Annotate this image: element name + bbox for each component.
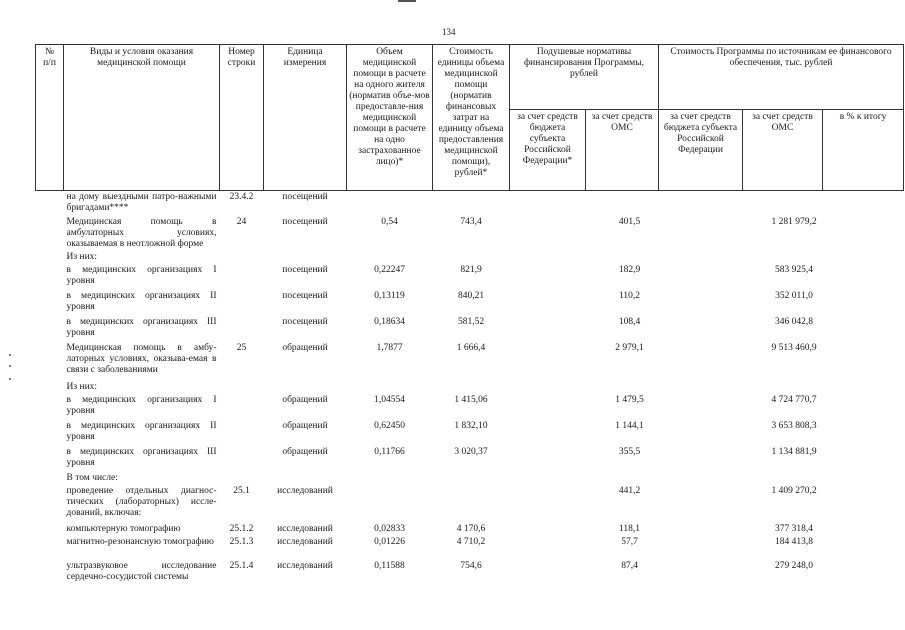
row-total-pct-cell xyxy=(823,381,904,394)
row-total-oms-cell: 1 409 270,2 xyxy=(771,485,817,496)
row-percapita-budget-cell xyxy=(510,191,586,216)
row-total-pct-cell xyxy=(823,446,904,472)
row-unit-cell: обращений xyxy=(282,394,328,405)
row-volume-cell xyxy=(347,472,433,485)
row-total-oms-cell: 346 042,8 xyxy=(775,316,813,327)
row-name-cell: Из них: xyxy=(66,381,98,392)
row-percapita-oms-cell xyxy=(586,251,659,264)
row-unit-cell: обращений xyxy=(282,342,328,353)
row-num-cell xyxy=(36,536,64,560)
row-code-cell: 25.1 xyxy=(233,485,250,496)
row-percapita-oms-cell: 182,9 xyxy=(618,264,641,275)
row-total-budget-cell xyxy=(659,290,743,316)
header-code: Номер строки xyxy=(220,45,264,191)
row-num-cell xyxy=(36,381,64,394)
row-name-cell: проведение отдельных диагнос-тических (лабораторных) иссле-дований, включая: xyxy=(66,485,217,518)
margin-mark xyxy=(9,365,11,367)
row-percapita-oms-cell xyxy=(586,191,659,216)
row-total-oms-cell xyxy=(743,191,823,216)
row-total-budget-cell xyxy=(659,316,743,342)
row-volume-cell: 0,02833 xyxy=(374,523,405,534)
row-cost-cell: 821,9 xyxy=(460,264,482,275)
table-row xyxy=(36,290,904,316)
row-percapita-budget-cell xyxy=(510,342,586,381)
row-percapita-oms-cell: 1 144,1 xyxy=(615,420,644,431)
row-total-budget-cell xyxy=(659,216,743,251)
row-unit-cell: посещений xyxy=(282,192,328,202)
row-total-pct-cell xyxy=(823,264,904,290)
row-code-cell xyxy=(220,264,264,290)
row-cost-cell: 754,6 xyxy=(460,560,482,571)
row-cost-cell xyxy=(433,251,510,264)
row-unit-cell: обращений xyxy=(282,420,328,431)
row-total-pct-cell xyxy=(823,316,904,342)
row-name-cell: компьютерную томографию xyxy=(66,523,181,534)
row-total-budget-cell xyxy=(659,381,743,394)
row-num-cell xyxy=(36,420,64,446)
row-total-budget-cell xyxy=(659,446,743,472)
row-total-budget-cell xyxy=(659,191,743,216)
row-volume-cell xyxy=(347,191,433,216)
row-volume-cell: 0,18634 xyxy=(374,316,405,327)
row-num-cell xyxy=(36,560,64,584)
row-num-cell xyxy=(36,251,64,264)
row-percapita-budget-cell xyxy=(510,560,586,584)
table-row xyxy=(36,420,904,446)
row-unit-cell: исследований xyxy=(277,536,333,547)
table-row xyxy=(36,381,904,394)
page-number: 134 xyxy=(442,27,456,37)
row-total-budget-cell xyxy=(659,342,743,381)
row-code-cell: 25.1.3 xyxy=(229,536,254,547)
row-total-budget-cell xyxy=(659,264,743,290)
row-percapita-budget-cell xyxy=(510,394,586,420)
row-total-pct-cell xyxy=(823,251,904,264)
table-row xyxy=(36,316,904,342)
row-total-pct-cell xyxy=(823,536,904,560)
row-percapita-oms-cell: 441,2 xyxy=(618,485,641,496)
row-num-cell xyxy=(36,191,64,216)
row-code-cell: 24 xyxy=(236,216,247,227)
row-unit-cell: обращений xyxy=(282,446,328,457)
header-total-oms: за счет средств ОМС xyxy=(743,110,823,191)
row-percapita-oms-cell: 108,4 xyxy=(618,316,641,327)
row-name-cell: в медицинских организациях II уровня xyxy=(66,420,217,442)
margin-mark xyxy=(9,378,11,380)
row-unit-cell: посещений xyxy=(282,216,328,227)
row-total-budget-cell xyxy=(659,394,743,420)
row-volume-cell xyxy=(347,485,433,523)
table-row xyxy=(36,536,904,560)
row-cost-cell: 1 666,4 xyxy=(456,342,486,353)
row-volume-cell: 0,01226 xyxy=(374,536,405,547)
row-total-budget-cell xyxy=(659,251,743,264)
row-num-cell xyxy=(36,290,64,316)
row-total-oms-cell: 1 281 979,2 xyxy=(771,216,817,227)
row-cost-cell: 743,4 xyxy=(460,216,482,227)
row-volume-cell xyxy=(347,381,433,394)
table-row xyxy=(36,191,904,216)
row-total-oms-cell: 279 248,0 xyxy=(775,560,813,571)
row-percapita-budget-cell xyxy=(510,216,586,251)
row-code-cell xyxy=(220,251,264,264)
top-mark xyxy=(398,0,416,2)
row-unit-cell xyxy=(264,472,347,485)
margin-mark xyxy=(9,354,11,356)
row-volume-cell: 0,11588 xyxy=(374,560,405,571)
row-unit-cell: исследований xyxy=(277,523,333,534)
row-cost-cell xyxy=(433,191,510,216)
row-volume-cell: 1,7877 xyxy=(376,342,403,353)
row-num-cell xyxy=(36,316,64,342)
row-total-oms-cell: 1 134 881,9 xyxy=(771,446,817,457)
row-percapita-budget-cell xyxy=(510,485,586,523)
table-row xyxy=(36,394,904,420)
row-code-cell xyxy=(220,446,264,472)
row-cost-cell: 1 832,10 xyxy=(454,420,488,431)
row-volume-cell: 1,04554 xyxy=(374,394,405,405)
row-num-cell xyxy=(36,446,64,472)
row-code-cell: 23.4.2 xyxy=(229,192,254,202)
row-name-cell: Медицинская помощь в амбулаторных условиях, оказываемая в неотложной форме xyxy=(66,216,217,249)
row-unit-cell: исследований xyxy=(277,485,333,496)
row-total-oms-cell: 377 318,4 xyxy=(775,523,813,534)
row-percapita-oms-cell: 57,7 xyxy=(621,536,638,547)
row-name-cell: Медицинская помощь в амбу-латорных условиях, оказыва-емая в связи с заболеваниями xyxy=(66,342,217,375)
row-cost-cell xyxy=(433,472,510,485)
row-volume-cell: 0,54 xyxy=(381,216,398,227)
row-unit-cell: посещений xyxy=(282,264,328,275)
row-volume-cell: 0,11766 xyxy=(374,446,405,457)
row-total-pct-cell xyxy=(823,342,904,381)
header-total: Стоимость Программы по источникам ее финансового обеспечения, тыс. рублей xyxy=(659,45,904,110)
header-unit: Единица измерения xyxy=(264,45,347,191)
row-name-cell: в медицинских организациях I уровня xyxy=(66,264,217,286)
row-volume-cell: 0,22247 xyxy=(374,264,405,275)
row-unit-cell: посещений xyxy=(282,290,328,301)
row-name-cell: В том числе: xyxy=(66,472,118,483)
row-name-cell: в медицинских организациях II уровня xyxy=(66,290,217,312)
row-name-cell: ультразвуковое исследование сердечно-сосудистой системы xyxy=(66,560,217,582)
row-percapita-budget-cell xyxy=(510,472,586,485)
row-code-cell xyxy=(220,472,264,485)
table-row xyxy=(36,251,904,264)
row-percapita-oms-cell: 1 479,5 xyxy=(615,394,644,405)
row-total-pct-cell xyxy=(823,523,904,536)
row-total-oms-cell: 4 724 770,7 xyxy=(771,394,817,405)
row-total-oms-cell: 184 413,8 xyxy=(775,536,813,547)
row-code-cell: 25 xyxy=(236,342,247,353)
table-row xyxy=(36,472,904,485)
row-name-cell: в медицинских организациях III уровня xyxy=(66,446,217,468)
row-percapita-budget-cell xyxy=(510,316,586,342)
row-code-cell: 25.1.4 xyxy=(229,560,254,571)
row-total-pct-cell xyxy=(823,485,904,523)
row-percapita-budget-cell xyxy=(510,251,586,264)
program-table xyxy=(35,44,904,584)
row-total-pct-cell xyxy=(823,290,904,316)
row-cost-cell: 581,52 xyxy=(457,316,485,327)
row-percapita-budget-cell xyxy=(510,264,586,290)
row-percapita-budget-cell xyxy=(510,446,586,472)
row-code-cell xyxy=(220,381,264,394)
header-volume: Объем медицинской помощи в расчете на одного жителя (норматив объе-мов предоставле-ния медицинской помощи в расчете на одно застрахованное лицо)* xyxy=(347,45,433,191)
row-total-oms-cell: 583 925,4 xyxy=(775,264,813,275)
row-num-cell xyxy=(36,523,64,536)
row-percapita-budget-cell xyxy=(510,381,586,394)
row-percapita-oms-cell: 2 979,1 xyxy=(615,342,644,353)
row-total-oms-cell xyxy=(743,251,823,264)
row-unit-cell xyxy=(264,381,347,394)
row-num-cell xyxy=(36,216,64,251)
row-percapita-oms-cell: 110,2 xyxy=(618,290,641,301)
table-row xyxy=(36,264,904,290)
row-cost-cell xyxy=(433,485,510,523)
row-total-pct-cell xyxy=(823,394,904,420)
row-total-budget-cell xyxy=(659,420,743,446)
row-unit-cell xyxy=(264,251,347,264)
row-percapita-oms-cell: 118,1 xyxy=(618,523,641,534)
row-percapita-oms-cell: 87,4 xyxy=(621,560,638,571)
row-total-budget-cell xyxy=(659,485,743,523)
header-row-1 xyxy=(36,45,904,110)
header-total-pct: в % к итогу xyxy=(823,110,904,191)
header-percapita: Подушевые нормативы финансирования Программы, рублей xyxy=(510,45,659,110)
row-code-cell: 25.1.2 xyxy=(229,523,254,534)
row-volume-cell: 0,13119 xyxy=(374,290,405,301)
row-num-cell xyxy=(36,264,64,290)
row-percapita-budget-cell xyxy=(510,290,586,316)
row-percapita-budget-cell xyxy=(510,536,586,560)
row-total-pct-cell xyxy=(823,191,904,216)
row-num-cell xyxy=(36,342,64,381)
header-name: Виды и условия оказания медицинской помощи xyxy=(64,45,220,191)
row-num-cell xyxy=(36,394,64,420)
row-unit-cell: посещений xyxy=(282,316,328,327)
row-total-pct-cell xyxy=(823,216,904,251)
row-name-cell: Из них: xyxy=(66,251,98,262)
table-row xyxy=(36,216,904,251)
header-percapita-oms: за счет средств ОМС xyxy=(586,110,659,191)
row-total-budget-cell xyxy=(659,472,743,485)
row-percapita-budget-cell xyxy=(510,523,586,536)
table-row xyxy=(36,485,904,523)
row-percapita-oms-cell xyxy=(586,472,659,485)
row-total-oms-cell xyxy=(743,381,823,394)
table-row xyxy=(36,342,904,381)
row-volume-cell: 0,62450 xyxy=(374,420,405,431)
header-percapita-budget: за счет средств бюджета субъекта Российской Федерации* xyxy=(510,110,586,191)
row-total-oms-cell xyxy=(743,472,823,485)
row-name-cell: в медицинских организациях I уровня xyxy=(66,394,217,416)
row-code-cell xyxy=(220,290,264,316)
row-cost-cell: 840,21 xyxy=(457,290,485,301)
row-code-cell xyxy=(220,420,264,446)
header-total-budget: за счет средств бюджета субъекта Российской Федерации xyxy=(659,110,743,191)
header-num: № п/п xyxy=(36,45,64,191)
row-unit-cell: исследований xyxy=(277,560,333,571)
table-row xyxy=(36,446,904,472)
row-total-pct-cell xyxy=(823,420,904,446)
row-cost-cell: 3 020,37 xyxy=(454,446,488,457)
row-percapita-budget-cell xyxy=(510,420,586,446)
header-cost: Стоимость единицы объема медицинской помощи (норматив финансовых затрат на единицу объема предоставления медицинской помощи), рублей* xyxy=(433,45,510,191)
row-percapita-oms-cell xyxy=(586,381,659,394)
row-total-budget-cell xyxy=(659,536,743,560)
table-row xyxy=(36,523,904,536)
row-num-cell xyxy=(36,485,64,523)
row-num-cell xyxy=(36,472,64,485)
row-total-oms-cell: 3 653 808,3 xyxy=(771,420,817,431)
row-total-pct-cell xyxy=(823,472,904,485)
row-cost-cell: 1 415,06 xyxy=(454,394,488,405)
row-cost-cell xyxy=(433,381,510,394)
row-total-oms-cell: 9 513 460,9 xyxy=(771,342,817,353)
row-name-cell: в медицинских организациях III уровня xyxy=(66,316,217,338)
row-total-budget-cell xyxy=(659,560,743,584)
row-code-cell xyxy=(220,394,264,420)
row-total-pct-cell xyxy=(823,560,904,584)
row-name-cell: магнитно-резонансную томографию xyxy=(66,536,214,547)
table-row xyxy=(36,560,904,584)
row-volume-cell xyxy=(347,251,433,264)
row-code-cell xyxy=(220,316,264,342)
row-cost-cell: 4 710,2 xyxy=(456,536,486,547)
row-total-budget-cell xyxy=(659,523,743,536)
row-total-oms-cell: 352 011,0 xyxy=(775,290,813,301)
row-percapita-oms-cell: 355,5 xyxy=(618,446,641,457)
row-percapita-oms-cell: 401,5 xyxy=(618,216,641,227)
row-cost-cell: 4 170,6 xyxy=(456,523,486,534)
row-name-cell: на дому выездными патро-нажными бригадами**** xyxy=(66,192,217,213)
